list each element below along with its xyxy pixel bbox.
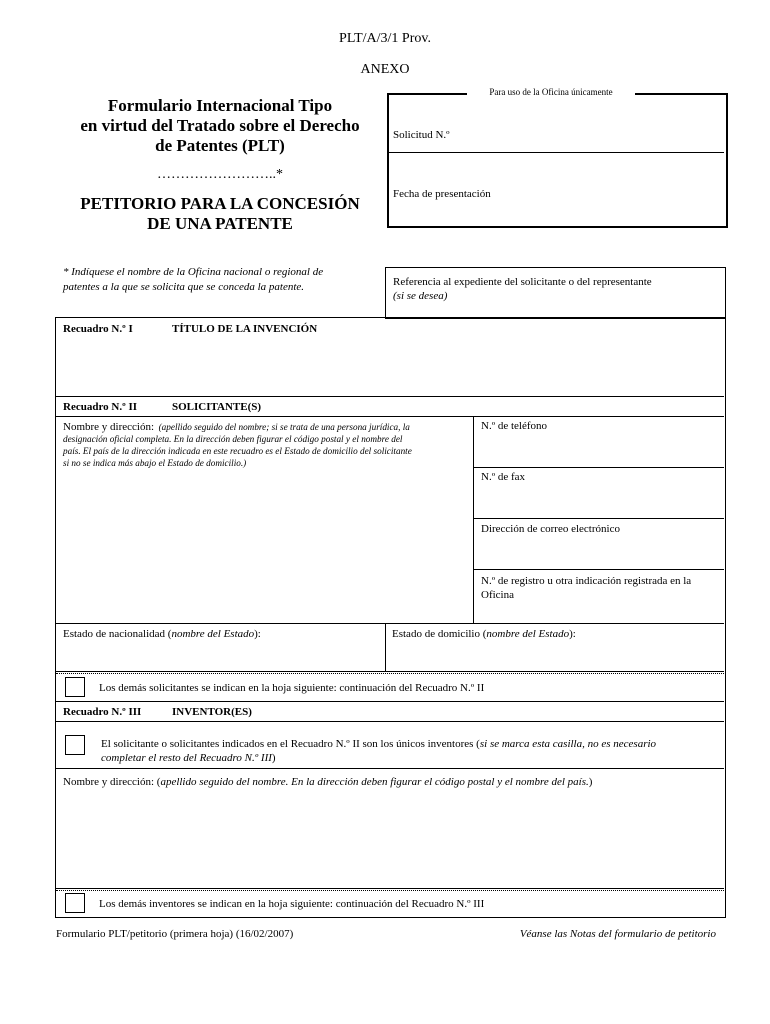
nationality-label [63,628,261,640]
domicile-label-text: Estado de domicilio ( [392,628,487,640]
reference-label [393,275,652,303]
applicant-name-address-label [63,421,468,469]
nationality-note: nombre del Estado [171,628,255,640]
form-title-line1: Formulario Internacional Tipo [107,96,333,115]
only-inventors-label [101,737,716,765]
filing-date-label: Fecha de presentación [393,188,491,200]
office-footnote-line1: * Indíquese el nombre de la Oficina nacional o regional de [63,266,324,278]
applicant-name-field[interactable] [57,475,473,623]
document-code: PLT/A/3/1 Prov. [339,31,431,46]
divider [473,518,724,519]
office-footnote-line2: patentes a la que se solicita que se conceda la patente. [63,281,305,293]
box1-title: TÍTULO DE LA INVENCIÓN [172,323,318,335]
box1-number: Recuadro N.º I [63,323,133,335]
annex-heading: ANEXO [360,62,410,77]
divider [56,701,724,702]
applicant-name-note-4: si no se indica más abajo el Estado de domicilio.) [63,458,247,468]
nationality-label-text: Estado de nacionalidad ( [63,628,172,640]
more-inventors-checkbox[interactable] [65,893,85,913]
inventor-name-address-label [63,776,592,788]
divider [56,396,724,397]
more-applicants-label: Los demás solicitantes se indican en la hoja siguiente: continuación del Recuadro N.º II [99,682,485,694]
phone-label: N.º de teléfono [481,420,548,432]
reference-note: (si se desea) [393,290,448,302]
office-name-placeholder: ……………………..* [157,167,283,182]
registration-label-line1: N.º de registro u otra indicación registrada en la [481,575,692,587]
email-label: Dirección de correo electrónico [481,523,620,535]
inventor-name-note: apellido seguido del nombre. En la dirección deben figurar el código postal y el nombre del país. [160,776,589,788]
inventor-name-label: Nombre y dirección: ( [63,776,161,788]
registration-label [481,574,691,602]
box3-number: Recuadro N.º III [63,706,142,718]
divider [56,673,724,674]
applicant-name-label: Nombre y dirección: [63,421,155,433]
divider [385,623,386,671]
registration-label-line2: Oficina [481,589,514,601]
office-footnote [63,265,323,295]
form-title-line3: de Patentes (PLT) [155,136,285,155]
form-title-line2: en virtud del Tratado sobre el Derecho [80,116,360,135]
application-number-label: Solicitud N.º [393,129,450,141]
inventor-name-field[interactable] [57,792,723,887]
box3-title: INVENTOR(ES) [172,706,252,718]
domicile-label [392,628,576,640]
office-use-legend: Para uso de la Oficina únicamente [467,87,635,97]
divider [389,152,724,153]
inventor-name-end: ) [588,776,593,788]
divider [56,721,724,722]
petition-title-line1: PETITORIO PARA LA CONCESIÓN [80,194,360,213]
only-inventors-checkbox[interactable] [65,735,85,755]
fax-label: N.º de fax [481,471,526,483]
more-applicants-checkbox[interactable] [65,677,85,697]
divider [56,416,724,417]
divider [56,768,724,769]
reference-label-text: Referencia al expediente del solicitante o del representante [393,276,652,288]
domicile-end: ): [569,628,576,640]
invention-title-field[interactable] [56,338,724,395]
applicant-name-note-3: país. El país de la dirección indicada en este recuadro es el Estado de domicilio del solicitante [63,446,412,456]
divider [473,467,724,468]
divider [56,890,724,891]
applicant-name-note-1: (apellido seguido del nombre; si se trata de una persona jurídica, la [158,422,410,432]
only-inventors-end: ) [271,752,276,764]
only-inventors-note-2: completar el resto del Recuadro N.º III [101,752,272,764]
box2-number: Recuadro N.º II [63,401,138,413]
form-title [50,96,390,156]
footer-notes-reference: Véanse las Notas del formulario de petitorio [519,928,716,940]
applicant-name-note-2: designación oficial completa. En la dirección deben figurar el código postal y el nombre del [63,434,403,444]
office-use-box [387,93,728,228]
divider [473,416,474,623]
only-inventors-note-1: si se marca esta casilla, no es necesario [479,738,657,750]
box2-title: SOLICITANTE(S) [172,401,262,413]
only-inventors-text: El solicitante o solicitantes indicados en el Recuadro N.º II son los únicos inventores ( [101,738,480,750]
petition-title-line2: DE UNA PATENTE [147,214,293,233]
petition-title [50,194,390,234]
footer-form-id: Formulario PLT/petitorio (primera hoja) (16/02/2007) [56,928,294,940]
nationality-end: ): [254,628,261,640]
divider [56,888,724,889]
divider [473,569,724,570]
divider [56,671,724,672]
more-inventors-label: Los demás inventores se indican en la hoja siguiente: continuación del Recuadro N.º III [99,898,485,910]
domicile-note: nombre del Estado [486,628,570,640]
divider [56,623,724,624]
